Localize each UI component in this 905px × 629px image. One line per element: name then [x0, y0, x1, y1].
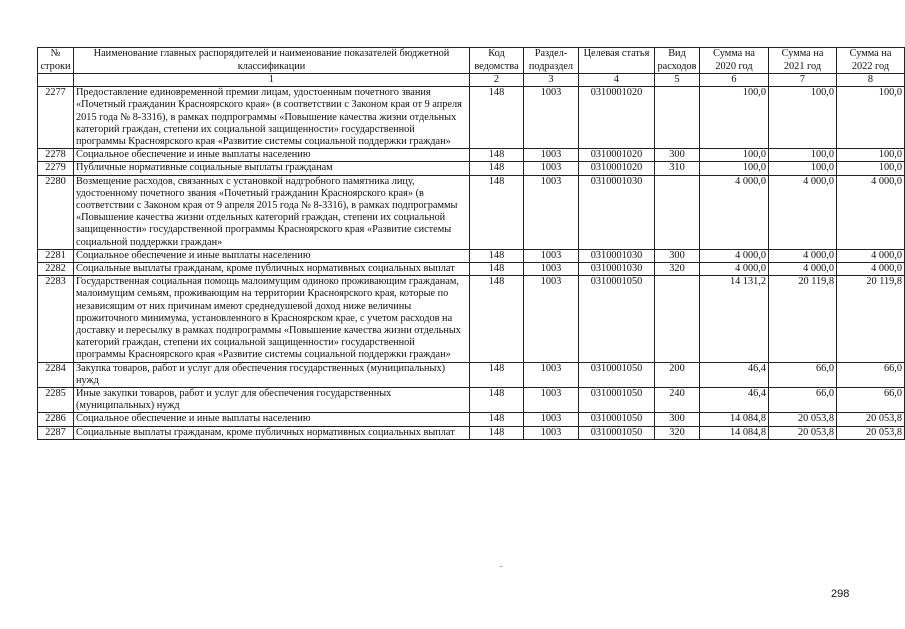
sum-2021-cell: 100,0 — [769, 87, 837, 149]
sum-2022-cell: 20 053,8 — [837, 426, 905, 439]
column-number: 1 — [74, 74, 470, 87]
expense-kind-cell: 320 — [655, 426, 700, 439]
header-sum-2020: Сумма на 2020 год — [700, 48, 769, 74]
sum-2022-cell: 66,0 — [837, 388, 905, 413]
target-article-cell: 0310001050 — [579, 413, 655, 426]
sum-2020-cell: 100,0 — [700, 162, 769, 175]
header-row-number: № строки — [38, 48, 74, 74]
row-name-cell: Социальное обеспечение и иные выплаты населению — [74, 249, 470, 262]
table-row — [38, 149, 905, 162]
row-number-cell: 2285 — [38, 388, 74, 413]
sum-2022-cell: 100,0 — [837, 87, 905, 149]
header-sum-2022: Сумма на 2022 год — [837, 48, 905, 74]
target-article-cell: 0310001030 — [579, 249, 655, 262]
column-number-row — [38, 74, 905, 87]
expense-kind-cell: 300 — [655, 249, 700, 262]
row-number-cell: 2281 — [38, 249, 74, 262]
expense-kind-cell: 300 — [655, 149, 700, 162]
column-number — [38, 74, 74, 87]
department-code-cell: 148 — [470, 263, 524, 276]
sum-2022-cell: 100,0 — [837, 162, 905, 175]
expense-kind-cell: 200 — [655, 362, 700, 387]
department-code-cell: 148 — [470, 362, 524, 387]
sum-2020-cell: 4 000,0 — [700, 249, 769, 262]
row-number-cell: 2279 — [38, 162, 74, 175]
sum-2020-cell: 4 000,0 — [700, 263, 769, 276]
sum-2021-cell: 20 119,8 — [769, 276, 837, 362]
header-department-code: Код ведомства — [470, 48, 524, 74]
column-number: 2 — [470, 74, 524, 87]
row-number-cell: 2287 — [38, 426, 74, 439]
section-code-cell: 1003 — [524, 175, 579, 249]
section-code-cell: 1003 — [524, 362, 579, 387]
department-code-cell: 148 — [470, 388, 524, 413]
sum-2020-cell: 4 000,0 — [700, 175, 769, 249]
row-number-cell: 2282 — [38, 263, 74, 276]
department-code-cell: 148 — [470, 276, 524, 362]
department-code-cell: 148 — [470, 87, 524, 149]
target-article-cell: 0310001020 — [579, 87, 655, 149]
row-name-cell: Государственная социальная помощь малоимущим одиноко проживающим гражданам, малоимущим семьям, проживающим на территории Красноярского края, которые по независящим от них причинам имеют среднедушевой доход ниже величины прожиточного минимума, установленного в Красноярском крае, с учетом расходов на доставку и пересылку в рамках подпрограммы «Повышение качества жизни отдельных категорий граждан, степени их социальной защищенности» государственной программы Красноярского края «Развитие системы социальной поддержки граждан» — [74, 276, 470, 362]
sum-2020-cell: 14 084,8 — [700, 413, 769, 426]
department-code-cell: 148 — [470, 162, 524, 175]
row-name-cell: Предоставление единовременной премии лицам, удостоенным почетного звания «Почетный гражданин Красноярского края» (в соответствии с Законом края от 9 апреля 2015 года № 8-3316), в рамках подпрограммы «Повышение качества жизни отдельных категорий граждан, степени их социальной защищенности» государственной программы Красноярского края «Развитие системы социальной поддержки граждан» — [74, 87, 470, 149]
section-code-cell: 1003 — [524, 388, 579, 413]
row-name-cell: Возмещение расходов, связанных с установкой надгробного памятника лицу, удостоенному почетного звания «Почетный гражданин Красноярского края» (в соответствии с Законом края от 9 апреля 2015 года № 8-3316), в рамках подпрограммы «Повышение качества жизни отдельных категорий граждан, степени их социальной защищенности» государственной программы Красноярского края «Развитие системы социальной поддержки граждан» — [74, 175, 470, 249]
table-row — [38, 276, 905, 362]
row-name-cell: Иные закупки товаров, работ и услуг для обеспечения государственных (муниципальных) нужд — [74, 388, 470, 413]
page-number: 298 — [831, 588, 850, 600]
column-number: 7 — [769, 74, 837, 87]
sum-2022-cell: 20 119,8 — [837, 276, 905, 362]
target-article-cell: 0310001050 — [579, 426, 655, 439]
row-name-cell: Социальное обеспечение и иные выплаты населению — [74, 149, 470, 162]
budget-table — [37, 47, 905, 440]
section-code-cell: 1003 — [524, 426, 579, 439]
header-target-article: Целевая статья — [579, 48, 655, 74]
target-article-cell: 0310001020 — [579, 149, 655, 162]
target-article-cell: 0310001050 — [579, 276, 655, 362]
row-name-cell: Публичные нормативные социальные выплаты гражданам — [74, 162, 470, 175]
expense-kind-cell: 320 — [655, 263, 700, 276]
table-row — [38, 87, 905, 149]
department-code-cell: 148 — [470, 249, 524, 262]
sum-2021-cell: 20 053,8 — [769, 426, 837, 439]
sum-2021-cell: 66,0 — [769, 388, 837, 413]
sum-2020-cell: 46,4 — [700, 388, 769, 413]
department-code-cell: 148 — [470, 426, 524, 439]
row-number-cell: 2278 — [38, 149, 74, 162]
section-code-cell: 1003 — [524, 162, 579, 175]
section-code-cell: 1003 — [524, 249, 579, 262]
expense-kind-cell: 240 — [655, 388, 700, 413]
expense-kind-cell — [655, 276, 700, 362]
sum-2022-cell: 20 053,8 — [837, 413, 905, 426]
sum-2021-cell: 4 000,0 — [769, 175, 837, 249]
sum-2022-cell: 100,0 — [837, 149, 905, 162]
table-row — [38, 362, 905, 387]
table-row — [38, 263, 905, 276]
section-code-cell: 1003 — [524, 87, 579, 149]
target-article-cell: 0310001020 — [579, 162, 655, 175]
row-name-cell: Закупка товаров, работ и услуг для обеспечения государственных (муниципальных) нужд — [74, 362, 470, 387]
department-code-cell: 148 — [470, 413, 524, 426]
column-number: 5 — [655, 74, 700, 87]
target-article-cell: 0310001030 — [579, 175, 655, 249]
sum-2020-cell: 100,0 — [700, 149, 769, 162]
table-row — [38, 426, 905, 439]
table-row — [38, 162, 905, 175]
row-number-cell: 2280 — [38, 175, 74, 249]
sum-2021-cell: 4 000,0 — [769, 263, 837, 276]
sum-2021-cell: 4 000,0 — [769, 249, 837, 262]
column-number: 3 — [524, 74, 579, 87]
section-code-cell: 1003 — [524, 149, 579, 162]
section-code-cell: 1003 — [524, 276, 579, 362]
header-section: Раздел-подраздел — [524, 48, 579, 74]
table-row — [38, 175, 905, 249]
sum-2021-cell: 100,0 — [769, 162, 837, 175]
expense-kind-cell — [655, 87, 700, 149]
sum-2022-cell: 4 000,0 — [837, 263, 905, 276]
sum-2021-cell: 66,0 — [769, 362, 837, 387]
expense-kind-cell — [655, 175, 700, 249]
row-number-cell: 2277 — [38, 87, 74, 149]
scan-speck — [500, 566, 502, 567]
row-name-cell: Социальные выплаты гражданам, кроме публичных нормативных социальных выплат — [74, 426, 470, 439]
expense-kind-cell: 310 — [655, 162, 700, 175]
header-expense-kind: Вид расходов — [655, 48, 700, 74]
sum-2020-cell: 100,0 — [700, 87, 769, 149]
header-sum-2021: Сумма на 2021 год — [769, 48, 837, 74]
column-number: 6 — [700, 74, 769, 87]
department-code-cell: 148 — [470, 149, 524, 162]
sum-2021-cell: 20 053,8 — [769, 413, 837, 426]
sum-2020-cell: 14 084,8 — [700, 426, 769, 439]
row-name-cell: Социальные выплаты гражданам, кроме публичных нормативных социальных выплат — [74, 263, 470, 276]
section-code-cell: 1003 — [524, 413, 579, 426]
row-number-cell: 2286 — [38, 413, 74, 426]
sum-2022-cell: 4 000,0 — [837, 249, 905, 262]
table-body — [38, 87, 905, 440]
table-row — [38, 413, 905, 426]
table-row — [38, 249, 905, 262]
row-number-cell: 2284 — [38, 362, 74, 387]
sum-2020-cell: 14 131,2 — [700, 276, 769, 362]
target-article-cell: 0310001030 — [579, 263, 655, 276]
row-name-cell: Социальное обеспечение и иные выплаты населению — [74, 413, 470, 426]
sum-2021-cell: 100,0 — [769, 149, 837, 162]
table-row — [38, 388, 905, 413]
target-article-cell: 0310001050 — [579, 388, 655, 413]
header-row — [38, 48, 905, 74]
target-article-cell: 0310001050 — [579, 362, 655, 387]
sum-2022-cell: 66,0 — [837, 362, 905, 387]
column-number: 8 — [837, 74, 905, 87]
expense-kind-cell: 300 — [655, 413, 700, 426]
row-number-cell: 2283 — [38, 276, 74, 362]
column-number: 4 — [579, 74, 655, 87]
sum-2022-cell: 4 000,0 — [837, 175, 905, 249]
department-code-cell: 148 — [470, 175, 524, 249]
section-code-cell: 1003 — [524, 263, 579, 276]
sum-2020-cell: 46,4 — [700, 362, 769, 387]
header-name: Наименование главных распорядителей и наименование показателей бюджетной классификации — [74, 48, 470, 74]
